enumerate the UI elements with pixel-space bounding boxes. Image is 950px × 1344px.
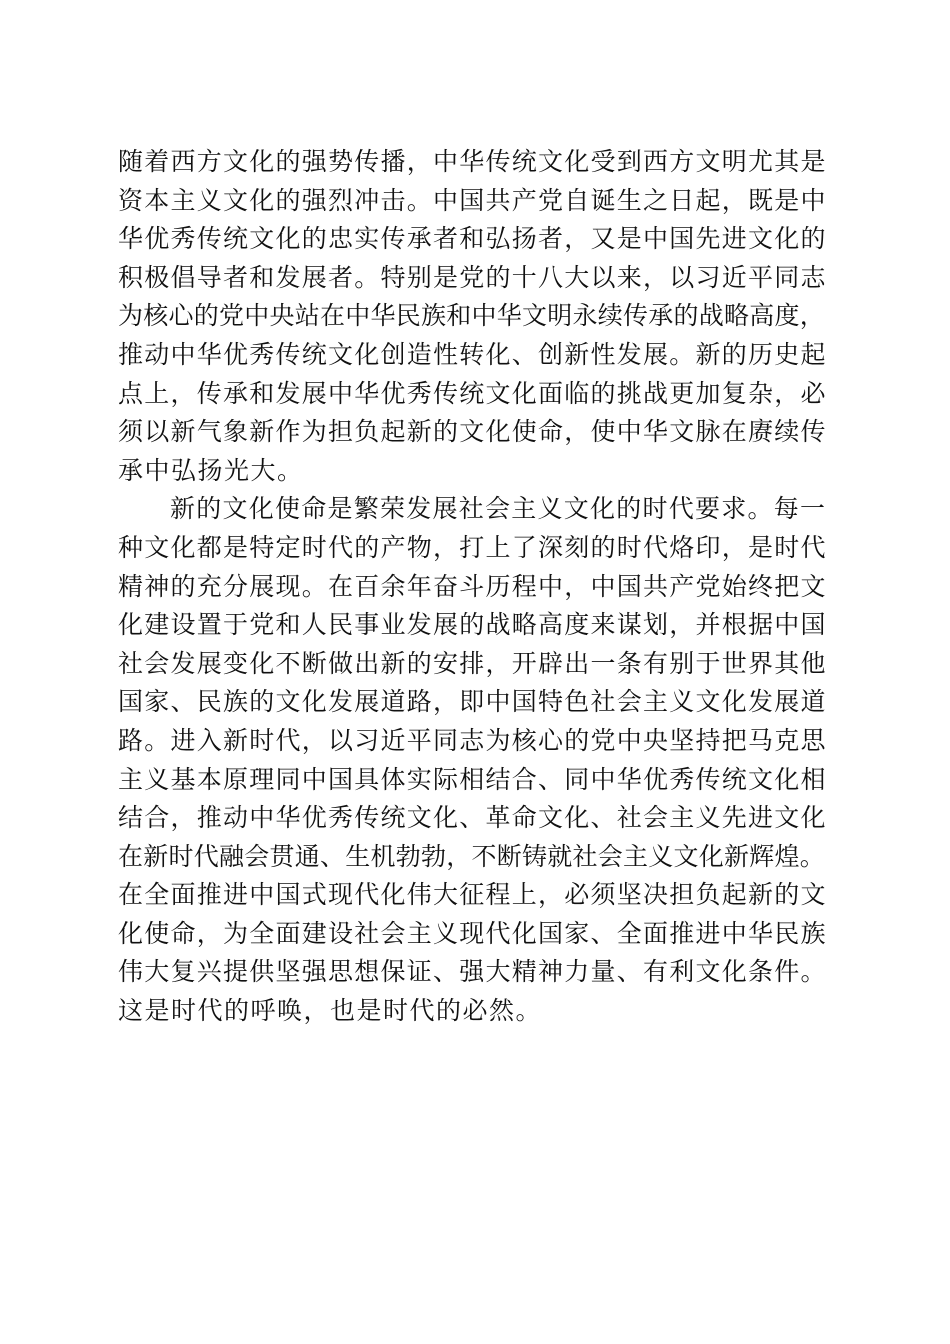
paragraph-1	[118, 143, 832, 490]
text-line: 在全面推进中国式现代化伟大征程上，必须坚决担负起新的文	[118, 880, 827, 910]
text-line: 华优秀传统文化的忠实传承者和弘扬者，又是中国先进文化的	[118, 224, 827, 254]
text-line: 伟大复兴提供坚强思想保证、强大精神力量、有利文化条件。	[118, 957, 827, 987]
text-line: 积极倡导者和发展者。特别是党的十八大以来，以习近平同志	[118, 262, 827, 292]
text-line: 随着西方文化的强势传播，中华传统文化受到西方文明尤其是	[118, 147, 827, 176]
text-line: 承中弘扬光大。	[118, 455, 304, 485]
text-line: 点上，传承和发展中华优秀传统文化面临的挑战更加复杂，必	[118, 378, 827, 408]
text-line: 新的文化使命是繁荣发展社会主义文化的时代要求。每一	[170, 494, 827, 524]
paragraph-2	[118, 490, 832, 1030]
text-line: 社会发展变化不断做出新的安排，开辟出一条有别于世界其他	[118, 648, 827, 678]
text-line: 为核心的党中央站在中华民族和中华文明永续传承的战略高度，	[118, 301, 826, 331]
text-line: 资本主义文化的强烈冲击。中国共产党自诞生之日起，既是中	[118, 185, 827, 215]
text-line: 须以新气象新作为担负起新的文化使命，使中华文脉在赓续传	[118, 417, 827, 447]
document-body	[118, 143, 832, 1031]
text-line: 种文化都是特定时代的产物，打上了深刻的时代烙印，是时代	[118, 532, 827, 562]
text-line: 化使命，为全面建设社会主义现代化国家、全面推进中华民族	[118, 918, 827, 948]
text-line: 路。进入新时代，以习近平同志为核心的党中央坚持把马克思	[118, 725, 827, 755]
text-line: 结合，推动中华优秀传统文化、革命文化、社会主义先进文化	[118, 803, 827, 833]
text-line: 这是时代的呼唤，也是时代的必然。	[118, 996, 543, 1026]
text-line: 主义基本原理同中国具体实际相结合、同中华优秀传统文化相	[118, 764, 827, 794]
text-line: 国家、民族的文化发展道路，即中国特色社会主义文化发展道	[118, 687, 827, 717]
text-line: 推动中华优秀传统文化创造性转化、创新性发展。新的历史起	[118, 339, 827, 369]
text-line: 在新时代融会贯通、生机勃勃，不断铸就社会主义文化新辉煌。	[118, 841, 826, 871]
text-line: 精神的充分展现。在百余年奋斗历程中，中国共产党始终把文	[118, 571, 827, 601]
text-line: 化建设置于党和人民事业发展的战略高度来谋划，并根据中国	[118, 610, 827, 640]
